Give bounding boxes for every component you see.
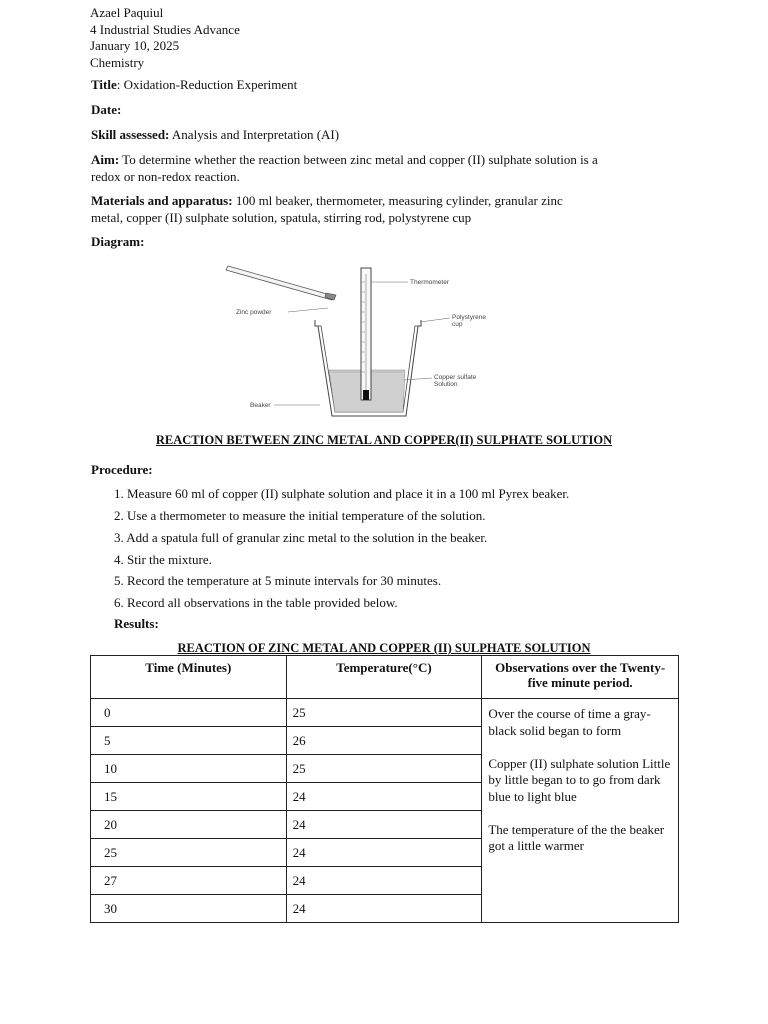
materials-text-1: 100 ml beaker, thermometer, measuring cylinder, granular zinc [232, 193, 563, 208]
time-cell: 10 [91, 755, 287, 783]
observation-2: Copper (II) sulphate solution Little by little began to to go from dark blue to light blue [488, 755, 671, 804]
title-line [91, 77, 691, 94]
temperature-cell: 24 [286, 839, 482, 867]
procedure-step-4: 4. Stir the mixture. [114, 552, 212, 567]
date-label: Date: [91, 102, 122, 117]
diagram-label: Diagram: [91, 234, 145, 249]
table-row [91, 699, 679, 727]
spatula [226, 266, 334, 300]
temperature-cell: 25 [286, 699, 482, 727]
apparatus-diagram [222, 262, 522, 422]
label-zinc-powder: Zinc powder [236, 309, 272, 316]
temperature-cell: 25 [286, 755, 482, 783]
time-cell: 0 [91, 699, 287, 727]
diagram-caption: REACTION BETWEEN ZINC METAL AND COPPER(II) SULPHATE SOLUTION [155, 433, 613, 447]
results-label: Results: [114, 616, 159, 631]
header-observations: Observations over the Twenty-five minute period. [482, 656, 679, 699]
procedure-step-1: 1. Measure 60 ml of copper (II) sulphate solution and place it in a 100 ml Pyrex beaker. [114, 486, 570, 501]
label-cup-1: Polystyrene [452, 314, 486, 321]
diagram-line [91, 234, 691, 251]
label-beaker: Beaker [250, 402, 271, 409]
label-solution-1: Copper sulfate [434, 374, 477, 381]
header-temperature: Temperature(°C) [286, 656, 482, 699]
label-thermometer: Thermometer [410, 279, 450, 286]
skill-line [91, 127, 691, 144]
time-cell: 25 [91, 839, 287, 867]
temperature-cell: 24 [286, 811, 482, 839]
student-name: Azael Paquiul [90, 5, 164, 20]
procedure-line [91, 462, 691, 479]
observation-1: Over the course of time a gray-black solid began to form [488, 706, 651, 738]
materials-line [91, 193, 691, 226]
time-cell: 27 [91, 867, 287, 895]
label-solution-2: Solution [434, 381, 458, 388]
table-title: REACTION OF ZINC METAL AND COPPER (II) SULPHATE SOLUTION [177, 641, 591, 655]
aim-text-2: redox or non-redox reaction. [91, 168, 240, 184]
temperature-cell: 24 [286, 867, 482, 895]
temperature-cell: 26 [286, 727, 482, 755]
subject: Chemistry [90, 54, 145, 70]
title-value: : Oxidation-Reduction Experiment [116, 77, 298, 92]
table-header-row [91, 656, 679, 699]
aim-label: Aim: [91, 152, 120, 167]
observations-cell [482, 699, 679, 923]
materials-text-2: metal, copper (II) sulphate solution, spatula, stirring rod, polystyrene cup [91, 209, 472, 225]
time-cell: 30 [91, 895, 287, 923]
header-block [90, 5, 240, 71]
observation-3: The temperature of the the beaker got a little warmer [488, 821, 665, 853]
date-line [91, 102, 691, 119]
temperature-cell: 24 [286, 783, 482, 811]
materials-label: Materials and apparatus: [91, 193, 233, 208]
skill-label: Skill assessed: [91, 127, 170, 142]
results-table [90, 655, 679, 923]
procedure-step-3: 3. Add a spatula full of granular zinc metal to the solution in the beaker. [114, 530, 488, 545]
procedure-step-2: 2. Use a thermometer to measure the initial temperature of the solution. [114, 508, 486, 523]
skill-value: Analysis and Interpretation (AI) [169, 127, 340, 142]
report-date: January 10, 2025 [90, 38, 180, 54]
aim-line [91, 152, 691, 185]
time-cell: 15 [91, 783, 287, 811]
title-label: Title [91, 77, 117, 92]
class-name: 4 Industrial Studies Advance [90, 21, 240, 37]
time-cell: 5 [91, 727, 287, 755]
procedure-step-6: 6. Record all observations in the table provided below. [114, 595, 398, 610]
temperature-cell: 24 [286, 895, 482, 923]
aim-text-1: To determine whether the reaction between zinc metal and copper (II) sulphate solution is a [119, 152, 598, 167]
procedure-label: Procedure: [91, 462, 153, 477]
time-cell: 20 [91, 811, 287, 839]
results-line [114, 616, 159, 632]
label-cup-2: cup [452, 321, 463, 328]
procedure-step-5: 5. Record the temperature at 5 minute intervals for 30 minutes. [114, 573, 442, 588]
header-time: Time (Minutes) [91, 656, 287, 699]
